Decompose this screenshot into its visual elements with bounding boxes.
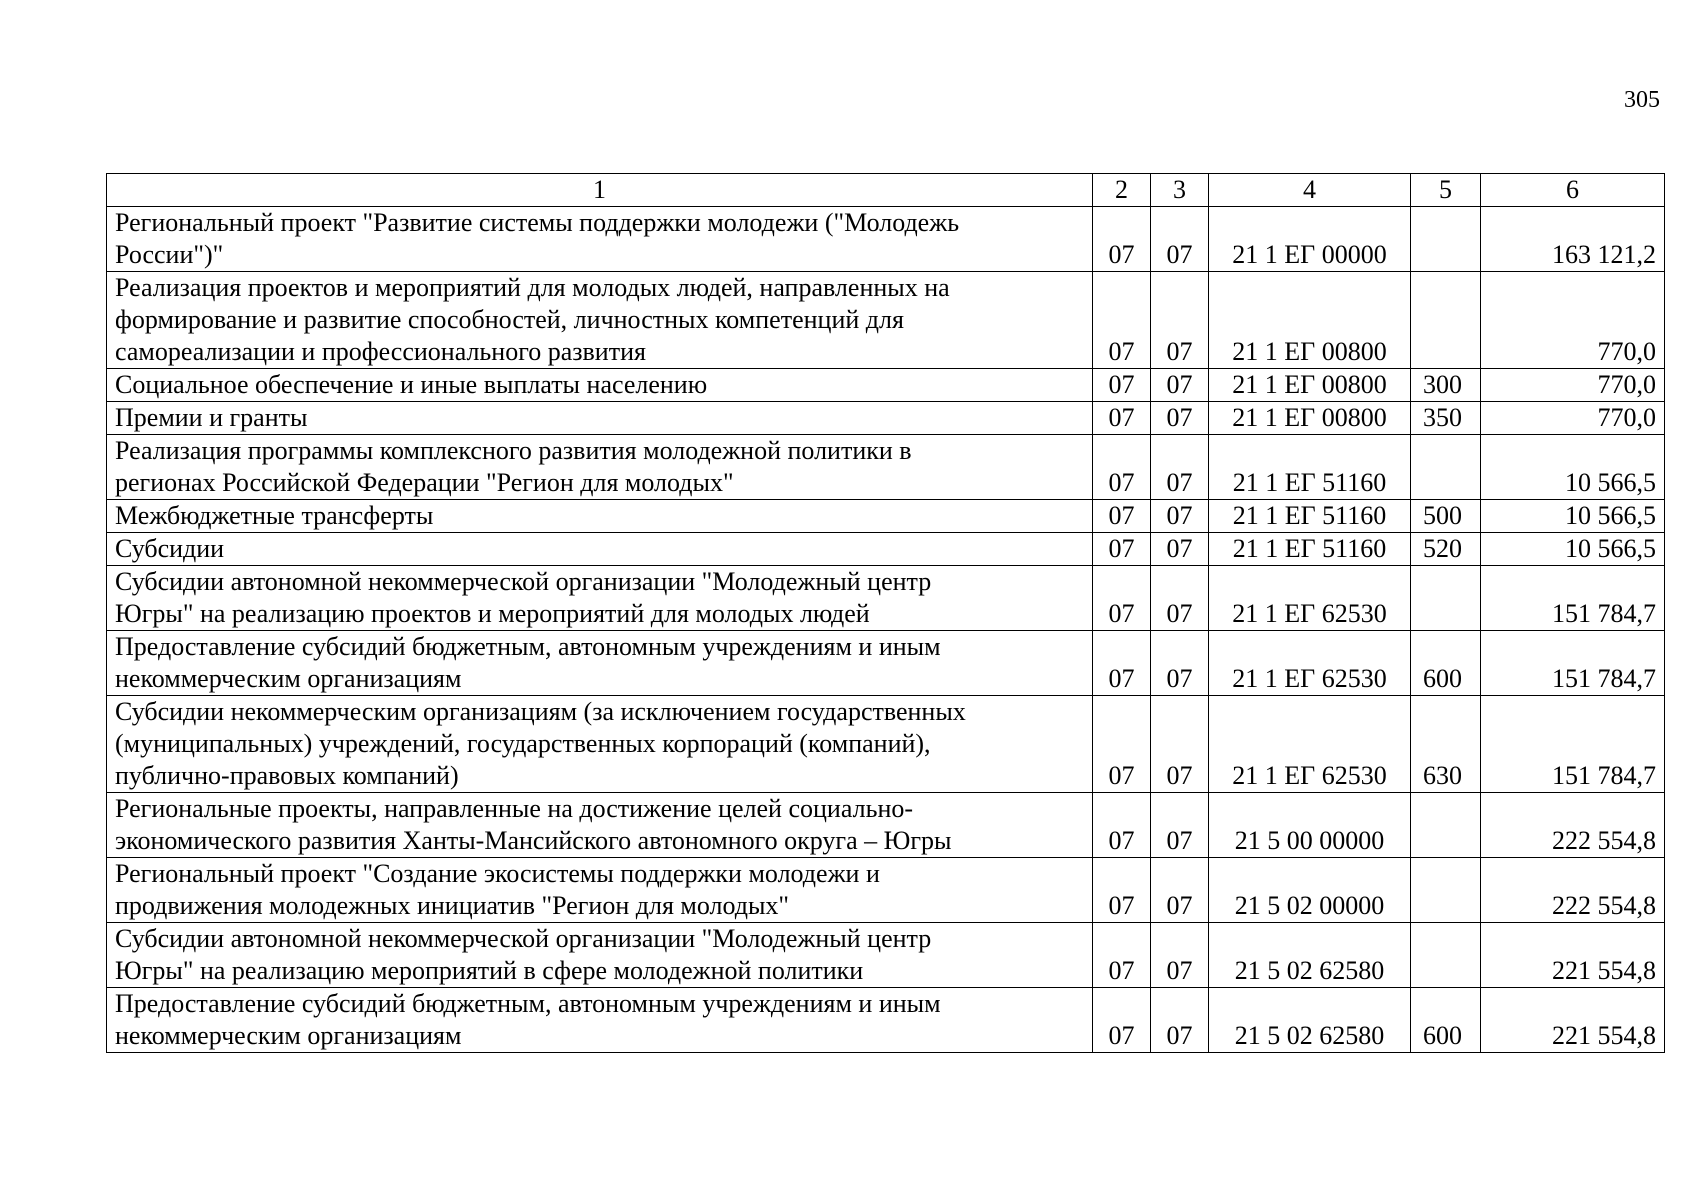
subsection-code: 07 — [1151, 696, 1209, 793]
section-code: 07 — [1093, 793, 1151, 858]
header-cell: 2 — [1093, 174, 1151, 207]
target-article-code: 21 5 00 00000 — [1209, 793, 1411, 858]
expense-type-code: 600 — [1411, 988, 1481, 1053]
target-article-code: 21 1 ЕГ 00000 — [1209, 207, 1411, 272]
amount: 10 566,5 — [1481, 533, 1665, 566]
row-description — [107, 858, 1093, 923]
subsection-code: 07 — [1151, 793, 1209, 858]
description-line: (муниципальных) учреждений, государственных корпораций (компаний), — [115, 729, 931, 758]
header-cell: 5 — [1411, 174, 1481, 207]
budget-table — [106, 173, 1665, 1053]
description-line: Субсидии автономной некоммерческой организации "Молодежный центр — [115, 924, 932, 953]
description-line: Социальное обеспечение и иные выплаты населению — [115, 370, 708, 399]
expense-type-code — [1411, 566, 1481, 631]
description-line: некоммерческим организациям — [115, 1021, 462, 1050]
section-code: 07 — [1093, 533, 1151, 566]
row-description — [107, 988, 1093, 1053]
section-code: 07 — [1093, 402, 1151, 435]
subsection-code: 07 — [1151, 566, 1209, 631]
expense-type-code: 500 — [1411, 500, 1481, 533]
description-line: Субсидии автономной некоммерческой организации "Молодежный центр — [115, 567, 932, 596]
description-line: Югры" на реализацию мероприятий в сфере молодежной политики — [115, 956, 864, 985]
section-code: 07 — [1093, 272, 1151, 369]
subsection-code: 07 — [1151, 988, 1209, 1053]
description-line: Реализация проектов и мероприятий для молодых людей, направленных на — [115, 273, 950, 302]
amount: 10 566,5 — [1481, 500, 1665, 533]
row-description — [107, 500, 1093, 533]
amount: 10 566,5 — [1481, 435, 1665, 500]
description-line: самореализации и профессионального развития — [115, 337, 646, 366]
row-description — [107, 402, 1093, 435]
section-code: 07 — [1093, 435, 1151, 500]
amount: 222 554,8 — [1481, 793, 1665, 858]
table-row — [107, 402, 1665, 435]
description-line: Премии и гранты — [115, 403, 308, 432]
row-description — [107, 435, 1093, 500]
table-row — [107, 435, 1665, 500]
subsection-code: 07 — [1151, 923, 1209, 988]
table-row — [107, 500, 1665, 533]
section-code: 07 — [1093, 500, 1151, 533]
subsection-code: 07 — [1151, 369, 1209, 402]
amount: 221 554,8 — [1481, 923, 1665, 988]
target-article-code: 21 5 02 62580 — [1209, 988, 1411, 1053]
target-article-code: 21 5 02 00000 — [1209, 858, 1411, 923]
expense-type-code: 350 — [1411, 402, 1481, 435]
header-cell: 3 — [1151, 174, 1209, 207]
section-code: 07 — [1093, 207, 1151, 272]
description-line: продвижения молодежных инициатив "Регион для молодых" — [115, 891, 790, 920]
row-description — [107, 566, 1093, 631]
amount: 151 784,7 — [1481, 696, 1665, 793]
expense-type-code — [1411, 793, 1481, 858]
target-article-code: 21 1 ЕГ 00800 — [1209, 272, 1411, 369]
target-article-code: 21 1 ЕГ 51160 — [1209, 435, 1411, 500]
amount: 151 784,7 — [1481, 631, 1665, 696]
table-row — [107, 207, 1665, 272]
expense-type-code — [1411, 272, 1481, 369]
amount: 770,0 — [1481, 402, 1665, 435]
section-code: 07 — [1093, 566, 1151, 631]
expense-type-code: 520 — [1411, 533, 1481, 566]
section-code: 07 — [1093, 858, 1151, 923]
section-code: 07 — [1093, 988, 1151, 1053]
description-line: Региональный проект "Создание экосистемы поддержки молодежи и — [115, 859, 880, 888]
amount: 770,0 — [1481, 272, 1665, 369]
subsection-code: 07 — [1151, 272, 1209, 369]
target-article-code: 21 1 ЕГ 51160 — [1209, 500, 1411, 533]
amount: 770,0 — [1481, 369, 1665, 402]
description-line: Югры" на реализацию проектов и мероприятий для молодых людей — [115, 599, 870, 628]
row-description — [107, 272, 1093, 369]
table-row — [107, 858, 1665, 923]
expense-type-code: 600 — [1411, 631, 1481, 696]
target-article-code: 21 1 ЕГ 62530 — [1209, 631, 1411, 696]
section-code: 07 — [1093, 369, 1151, 402]
amount: 222 554,8 — [1481, 858, 1665, 923]
description-line: Предоставление субсидий бюджетным, автономным учреждениям и иным — [115, 632, 941, 661]
description-line: Реализация программы комплексного развития молодежной политики в — [115, 436, 912, 465]
expense-type-code — [1411, 435, 1481, 500]
description-line: публично-правовых компаний) — [115, 761, 459, 790]
table-row — [107, 631, 1665, 696]
table-row — [107, 696, 1665, 793]
subsection-code: 07 — [1151, 631, 1209, 696]
subsection-code: 07 — [1151, 858, 1209, 923]
description-line: экономического развития Ханты-Мансийского автономного округа – Югры — [115, 826, 952, 855]
table-header-row — [107, 174, 1665, 207]
description-line: Межбюджетные трансферты — [115, 501, 434, 530]
description-line: Субсидии — [115, 534, 225, 563]
page-number: 305 — [1624, 87, 1660, 113]
row-description — [107, 207, 1093, 272]
row-description — [107, 696, 1093, 793]
target-article-code: 21 1 ЕГ 00800 — [1209, 402, 1411, 435]
description-line: некоммерческим организациям — [115, 664, 462, 693]
target-article-code: 21 1 ЕГ 00800 — [1209, 369, 1411, 402]
table-row — [107, 533, 1665, 566]
row-description — [107, 631, 1093, 696]
expense-type-code: 630 — [1411, 696, 1481, 793]
description-line: Субсидии некоммерческим организациям (за исключением государственных — [115, 697, 966, 726]
description-line: формирование и развитие способностей, личностных компетенций для — [115, 305, 904, 334]
section-code: 07 — [1093, 923, 1151, 988]
description-line: Региональные проекты, направленные на достижение целей социально- — [115, 794, 914, 823]
row-description — [107, 793, 1093, 858]
amount: 221 554,8 — [1481, 988, 1665, 1053]
subsection-code: 07 — [1151, 435, 1209, 500]
table-row — [107, 272, 1665, 369]
subsection-code: 07 — [1151, 500, 1209, 533]
header-cell: 4 — [1209, 174, 1411, 207]
table-row — [107, 566, 1665, 631]
header-cell: 1 — [107, 174, 1093, 207]
target-article-code: 21 5 02 62580 — [1209, 923, 1411, 988]
expense-type-code — [1411, 207, 1481, 272]
description-line: России")" — [115, 240, 224, 269]
row-description — [107, 369, 1093, 402]
target-article-code: 21 1 ЕГ 51160 — [1209, 533, 1411, 566]
expense-type-code: 300 — [1411, 369, 1481, 402]
description-line: Региональный проект "Развитие системы поддержки молодежи ("Молодежь — [115, 208, 960, 237]
section-code: 07 — [1093, 631, 1151, 696]
expense-type-code — [1411, 923, 1481, 988]
target-article-code: 21 1 ЕГ 62530 — [1209, 696, 1411, 793]
table-row — [107, 923, 1665, 988]
row-description — [107, 533, 1093, 566]
row-description — [107, 923, 1093, 988]
target-article-code: 21 1 ЕГ 62530 — [1209, 566, 1411, 631]
table-row — [107, 369, 1665, 402]
amount: 151 784,7 — [1481, 566, 1665, 631]
amount: 163 121,2 — [1481, 207, 1665, 272]
header-cell: 6 — [1481, 174, 1665, 207]
table-row — [107, 988, 1665, 1053]
description-line: регионах Российской Федерации "Регион для молодых" — [115, 468, 734, 497]
table-row — [107, 793, 1665, 858]
section-code: 07 — [1093, 696, 1151, 793]
subsection-code: 07 — [1151, 533, 1209, 566]
subsection-code: 07 — [1151, 402, 1209, 435]
expense-type-code — [1411, 858, 1481, 923]
description-line: Предоставление субсидий бюджетным, автономным учреждениям и иным — [115, 989, 941, 1018]
subsection-code: 07 — [1151, 207, 1209, 272]
